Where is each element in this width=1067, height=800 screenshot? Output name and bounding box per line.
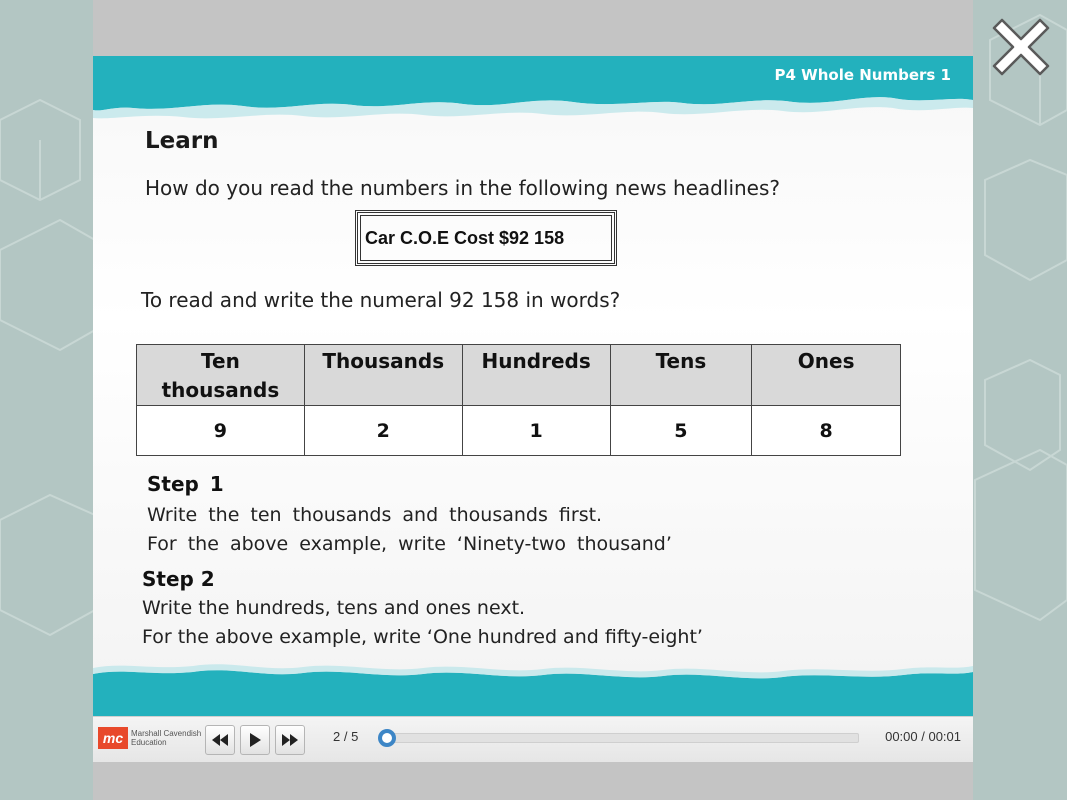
step2-title: Step 2 bbox=[142, 567, 215, 591]
rewind-button[interactable] bbox=[205, 725, 235, 755]
stage-top-margin bbox=[93, 0, 973, 56]
chapter-label: P4 Whole Numbers 1 bbox=[774, 66, 951, 84]
brand-logo bbox=[98, 727, 201, 749]
place-value-table bbox=[136, 344, 901, 456]
headline-box bbox=[355, 210, 617, 266]
rewind-icon bbox=[212, 734, 228, 746]
close-icon bbox=[990, 16, 1052, 78]
stage-bottom-margin bbox=[93, 762, 973, 800]
cell-ten-thousands: 9 bbox=[137, 406, 305, 456]
player-controls-bar bbox=[93, 716, 973, 762]
header-ones: Ones bbox=[752, 345, 901, 406]
play-icon bbox=[249, 733, 261, 747]
header-hundreds: Hundreds bbox=[462, 345, 610, 406]
step1-line-1: Write the ten thousands and thousands first. bbox=[147, 504, 603, 526]
bottom-teal-band bbox=[93, 658, 973, 716]
header-ten-thousands: Ten thousands bbox=[137, 345, 305, 406]
header-thousands: Thousands bbox=[304, 345, 462, 406]
slide-canvas bbox=[93, 56, 973, 716]
cell-thousands: 2 bbox=[304, 406, 462, 456]
page-counter: 2 / 5 bbox=[333, 729, 359, 744]
cell-tens: 5 bbox=[610, 406, 752, 456]
cell-hundreds: 1 bbox=[462, 406, 610, 456]
fast-forward-icon bbox=[282, 734, 298, 746]
headline-text: Car C.O.E Cost $92 158 bbox=[360, 215, 612, 261]
step1-title: Step 1 bbox=[147, 472, 224, 496]
header-tens: Tens bbox=[610, 345, 752, 406]
brand-text: Marshall Cavendish Education bbox=[131, 729, 202, 747]
play-button[interactable] bbox=[240, 725, 270, 755]
step2-line-1: Write the hundreds, tens and ones next. bbox=[142, 597, 526, 619]
step2-line-2: For the above example, write ‘One hundred and fifty-eight’ bbox=[142, 626, 703, 648]
fast-forward-button[interactable] bbox=[275, 725, 305, 755]
seek-knob[interactable] bbox=[378, 729, 396, 747]
step1-line-2: For the above example, write ‘Ninety-two thousand’ bbox=[147, 533, 672, 555]
table-row bbox=[137, 406, 901, 456]
instruction-text: To read and write the numeral 92 158 in words? bbox=[141, 288, 621, 312]
close-button[interactable] bbox=[990, 16, 1052, 78]
learn-title: Learn bbox=[145, 128, 219, 154]
table-header-row bbox=[137, 345, 901, 406]
cell-ones: 8 bbox=[752, 406, 901, 456]
question-text: How do you read the numbers in the following news headlines? bbox=[145, 176, 781, 200]
brand-mark: mc bbox=[98, 727, 128, 749]
time-readout: 00:00 / 00:01 bbox=[885, 729, 961, 744]
seek-bar[interactable] bbox=[383, 733, 859, 743]
